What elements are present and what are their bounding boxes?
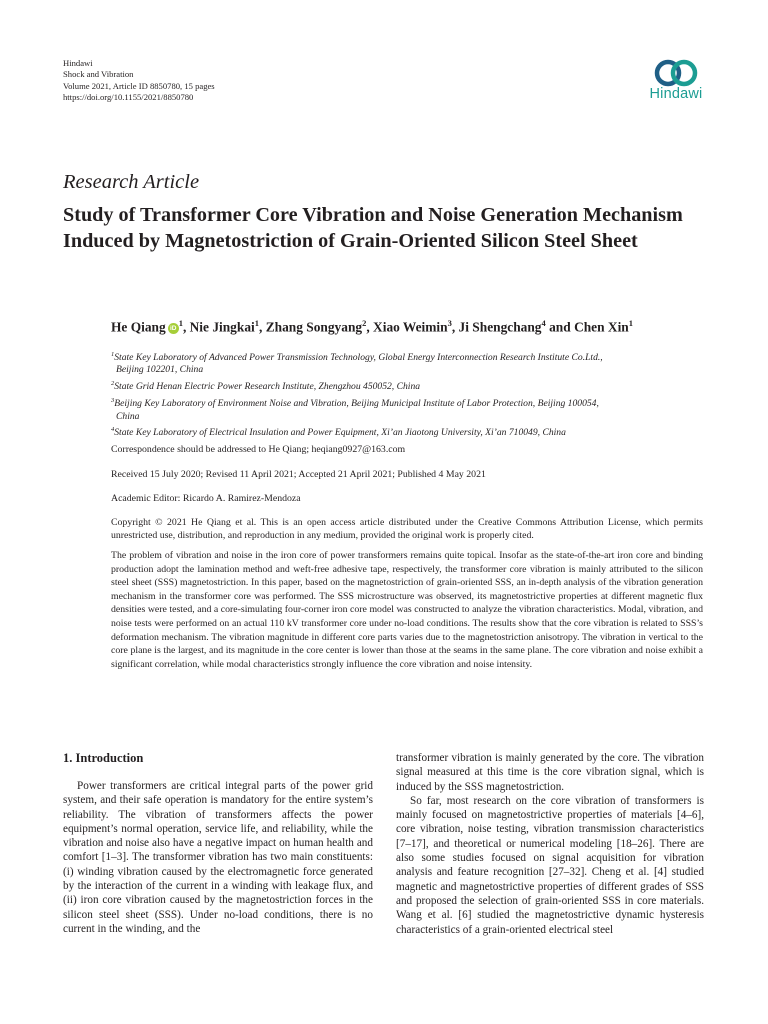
author-affiliation-number: 1	[628, 318, 634, 328]
author-affiliation-number: 4	[541, 318, 546, 328]
correspondence: Correspondence should be addressed to He Qiang; heqiang0927@163.com	[111, 444, 406, 455]
hindawi-logo-text: Hindawi	[649, 86, 703, 102]
hindawi-logo-icon	[636, 58, 716, 88]
author-separator: ,	[259, 319, 266, 335]
author-affiliation-number: 1	[178, 318, 183, 328]
affiliation-list	[111, 349, 711, 441]
volume-line: Volume 2021, Article ID 8850780, 15 pages	[63, 80, 215, 91]
affiliation-number: 2	[111, 380, 115, 388]
affiliation-text-continued: Beijing 102201, China	[116, 364, 204, 376]
intro-paragraph-continued: transformer vibration is mainly generated by the core. The vibration signal measured at this time is the core vibration signal, which is induced by the SSS magnetostriction.	[396, 752, 704, 793]
affiliation-text: State Key Laboratory of Electrical Insulation and Power Equipment, Xi’an Jiaotong University, Xi’an 710049, China	[114, 427, 566, 439]
author-name[interactable]: He Qiang	[111, 319, 166, 335]
body-column-right	[396, 751, 704, 937]
publication-dates: Received 15 July 2020; Revised 11 April 2021; Accepted 21 April 2021; Published 4 May 2021	[111, 469, 486, 480]
affiliation-number: 3	[111, 397, 115, 405]
author-name[interactable]: Xiao Weimin	[373, 319, 448, 335]
affiliation-text: Beijing Key Laboratory of Environment Noise and Vibration, Beijing Municipal Institute of Labor Protection, Beijing 100054,	[114, 398, 599, 410]
author-separator: ,	[182, 319, 190, 335]
doi-link[interactable]: https://doi.org/10.1155/2021/8850780	[63, 92, 194, 103]
author-affiliation-number: 2	[362, 318, 367, 328]
author-name[interactable]: Nie Jingkai	[189, 319, 255, 335]
academic-editor: Academic Editor: Ricardo A. Ramirez-Mendoza	[111, 493, 301, 504]
article-title: Study of Transformer Core Vibration and Noise Generation Mechanism Induced by Magnetostriction of Grain-Oriented Silicon Steel Sheet	[63, 204, 683, 252]
section-heading: 1. Introduction	[63, 751, 144, 765]
journal-meta	[63, 58, 215, 104]
affiliation-text: State Grid Henan Electric Power Research Institute, Zhengzhou 450052, China	[114, 381, 421, 393]
copyright-notice: Copyright © 2021 He Qiang et al. This is an open access article distributed under the Creative Commons Attribution License, which permits unrestricted use, distribution, and reproduction in any medium, provided the original work is properly cited.	[111, 517, 703, 541]
author-separator: ,	[366, 319, 374, 335]
article-type: Research Article	[63, 171, 200, 193]
intro-paragraph: Power transformers are critical integral parts of the power grid system, and their safe operation is mandatory for the entire system’s reliability. The vibration of transformers affects the power equipment’s normal operation, service life, and reliability, while the vibration and noise also have a negative impact on human health and comfort [1–3]. The transformer vibration has two main constituents: (i) winding vibration caused by the electromagnetic force generated by the interaction of the current in a winding with leakage flux, and (ii) iron core vibration caused by the magnetostriction forces in the silicon steel sheet (SSS). Under no-load conditions, there is no current in the winding, and the	[63, 780, 373, 935]
affiliation-item	[111, 349, 711, 377]
author-name[interactable]: Zhang Songyang	[265, 319, 363, 335]
publisher-name: Hindawi	[63, 58, 93, 68]
intro-paragraph: So far, most research on the core vibration of transformers is mainly focused on magnetostrictive properties of materials [4–6], core vibration, noise testing, vibration transmission characteristics [7–17], and theoretical or numerical modeling [18–26]. There are also some studies focused on signal acquisition for vibration analysis and feature recognition [27–32]. Cheng et al. [4] studied magnetic and magnetostrictive properties of different grades of SSS and proposed the selection of grain-oriented SSS in core materials. Wang et al. [6] studied the magnetostrictive dynamic hysteresis characteristics of a grain-oriented electrical steel	[396, 794, 704, 936]
body-column-left	[63, 779, 373, 936]
author-list	[111, 318, 711, 335]
author-separator: ,	[451, 319, 459, 335]
affiliation-number: 4	[111, 426, 115, 434]
affiliation-item	[111, 378, 711, 393]
journal-name: Shock and Vibration	[63, 69, 134, 80]
abstract: The problem of vibration and noise in the iron core of power transformers remains quite topical. Insofar as the state-of-the-art iron core and binding production adopt the lamination method and weft-free adhesive tape, respectively, the transformer core vibration is mainly attributed to the silicon steel sheet (SSS) magnetostriction. In this paper, based on the magnetostriction of grain-oriented SSS, an in-depth analysis of the vibration generation mechanism in the transformer core was performed. The SSS microstructure was observed, its magnetostrictive properties at different magnetic flux densities were tested, and a core-simulating four-corner iron core model was constructed to analyze the vibration characteristics. Modal, vibration, and noise tests were performed on an actual 110 kV transformer core under no-load conditions. The results show that the core vibration is related to SSS’s deformation mechanism. The vibration magnitude in different core parts varies due to the magnetostriction anisotropy. The vibration in vertical to the core plane is the largest, and its magnitude in the core center is lower than those at the seams in the same plane. The core vibration and noise exhibit a significant correlation, while modal characteristics strongly influence the core vibration and noise intensity.	[111, 550, 703, 670]
affiliation-item	[111, 395, 711, 423]
author-affiliation-number: 1	[254, 318, 259, 328]
affiliation-item	[111, 424, 711, 439]
author-separator: and	[545, 319, 575, 335]
author-affiliation-number: 3	[447, 318, 452, 328]
author-name[interactable]: Chen Xin	[574, 319, 629, 335]
affiliation-number: 1	[111, 351, 115, 358]
affiliation-text-continued: China	[116, 410, 140, 422]
author-name[interactable]: Ji Shengchang	[458, 319, 542, 335]
affiliation-text: State Key Laboratory of Advanced Power Transmission Technology, Global Energy Interconnection Research Institute Co.Ltd.,	[114, 352, 603, 364]
orcid-icon[interactable]: iD	[168, 323, 179, 334]
